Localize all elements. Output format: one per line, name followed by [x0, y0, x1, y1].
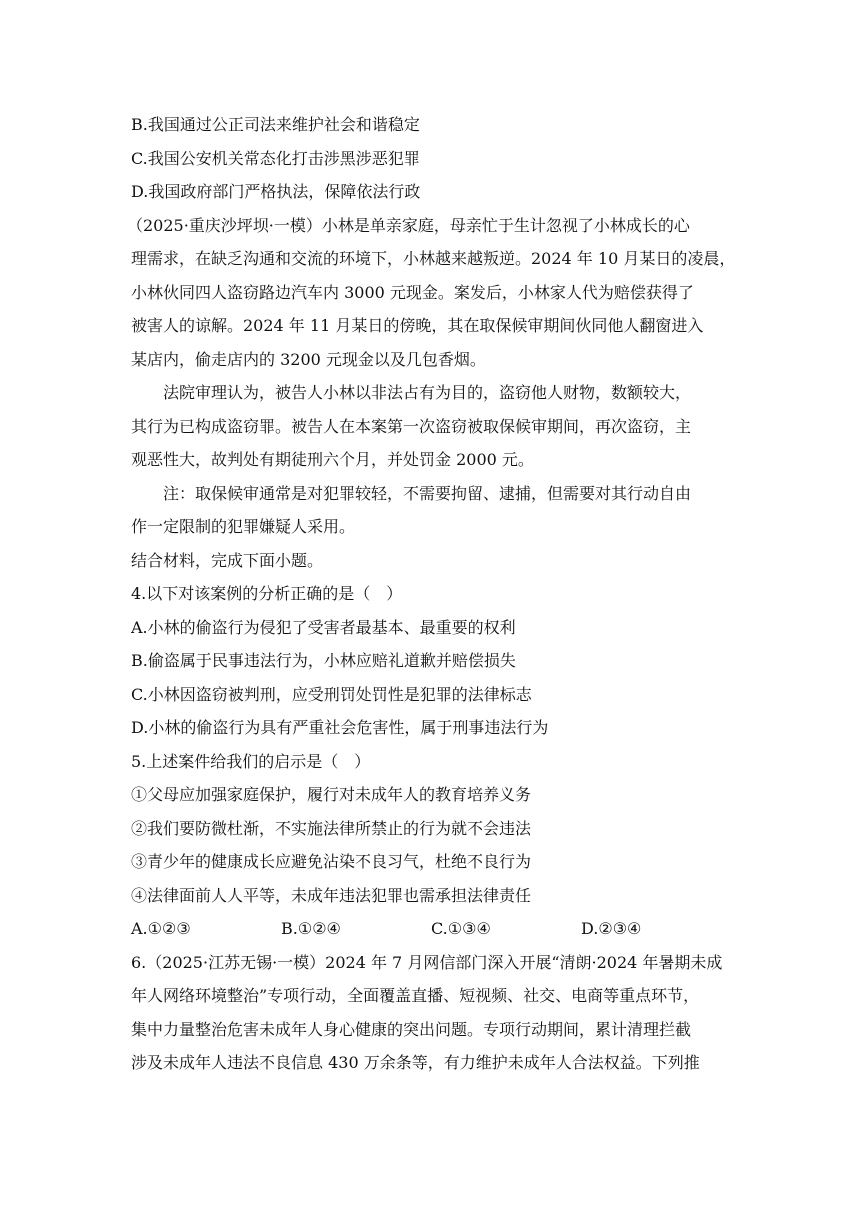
material-para2-line: 其行为已构成盗窃罪。被告人在本案第一次盗窃被取保候审期间，再次盗窃，主 [131, 416, 692, 436]
material-para1-line: （2025·重庆沙坪坝·一模）小林是单亲家庭，母亲忙于生计忽视了小林成长的心 [127, 215, 690, 235]
q5-statement-3: ③青少年的健康成长应避免沾染不良习气，杜绝不良行为 [131, 852, 532, 871]
q5-statement-2: ②我们要防微杜渐，不实施法律所禁止的行为就不会违法 [131, 818, 532, 838]
q5-stem: 5.上述案件给我们的启示是（ ） [131, 751, 371, 771]
material-para1-line: 某店内，偷走店内的 3200 元现金以及几包香烟。 [131, 349, 486, 369]
q3-option-d: D.我国政府部门严格执法，保障依法行政 [131, 182, 421, 201]
material-instruction: 结合材料，完成下面小题。 [131, 550, 324, 570]
material-para2-line: 法院审理认为，被告人小林以非法占有为目的，盗窃他人财物，数额较大， [163, 383, 692, 402]
q4-option-a: A.小林的偷盗行为侵犯了受害者最基本、最重要的权利 [131, 617, 516, 637]
material-para1-line: 理需求，在缺乏沟通和交流的环境下，小林越来越叛逆。2024 年 10 月某日的凌晨， [131, 249, 736, 268]
material-para1-line: 小林伙同四人盗窃路边汽车内 3000 元现金。案发后，小林家人代为赔偿获得了 [131, 282, 694, 302]
q4-stem: 4.以下对该案例的分析正确的是（ ） [131, 584, 403, 603]
q6-line: 年人网络环境整治”专项行动，全面覆盖直播、短视频、社交、电商等重点环节， [131, 986, 700, 1005]
material-para2-line: 观恶性大，故判处有期徒刑六个月，并处罚金 2000 元。 [131, 450, 534, 469]
material-note-line: 作一定限制的犯罪嫌疑人采用。 [131, 517, 356, 536]
q6-line: 集中力量整治危害未成年人身心健康的突出问题。专项行动期间，累计清理拦截 [131, 1019, 692, 1039]
q5-statement-1: ①父母应加强家庭保护，履行对未成年人的教育培养义务 [131, 785, 532, 804]
q4-option-d: D.小林的偷盗行为具有严重社会危害性，属于刑事违法行为 [131, 718, 549, 737]
q5-choice-d: D.②③④ [581, 919, 642, 938]
q5-choice-c: C.①③④ [431, 919, 491, 938]
q5-choices [131, 912, 737, 946]
q6-line: 6.（2025·江苏无锡·一模）2024 年 7 月网信部门深入开展“清朗·2024 年暑期未成 [131, 952, 723, 972]
q3-option-c: C.我国公安机关常态化打击涉黑涉恶犯罪 [131, 148, 420, 168]
q4-option-b: B.偷盗属于民事违法行为，小林应赔礼道歉并赔偿损失 [131, 651, 516, 670]
material-para1-line: 被害人的谅解。2024 年 11 月某日的傍晚，其在取保候审期间伙同他人翻窗进入 [131, 316, 704, 335]
q3-option-b: B.我国通过公正司法来维护社会和谐稳定 [131, 115, 420, 134]
material-note-line: 注：取保候审通常是对犯罪较轻，不需要拘留、逮捕，但需要对其行动自由 [163, 483, 692, 503]
q4-option-c: C.小林因盗窃被判刑，应受刑罚处罚性是犯罪的法律标志 [131, 684, 532, 704]
q6-line: 涉及未成年人违法不良信息 430 万余条等，有力维护未成年人合法权益。下列推 [131, 1053, 700, 1072]
q5-choice-b: B.①②④ [281, 919, 341, 938]
q5-statement-4: ④法律面前人人平等，未成年违法犯罪也需承担法律责任 [131, 885, 532, 905]
document-body [127, 108, 737, 1080]
q5-choice-a: A.①②③ [131, 919, 191, 938]
